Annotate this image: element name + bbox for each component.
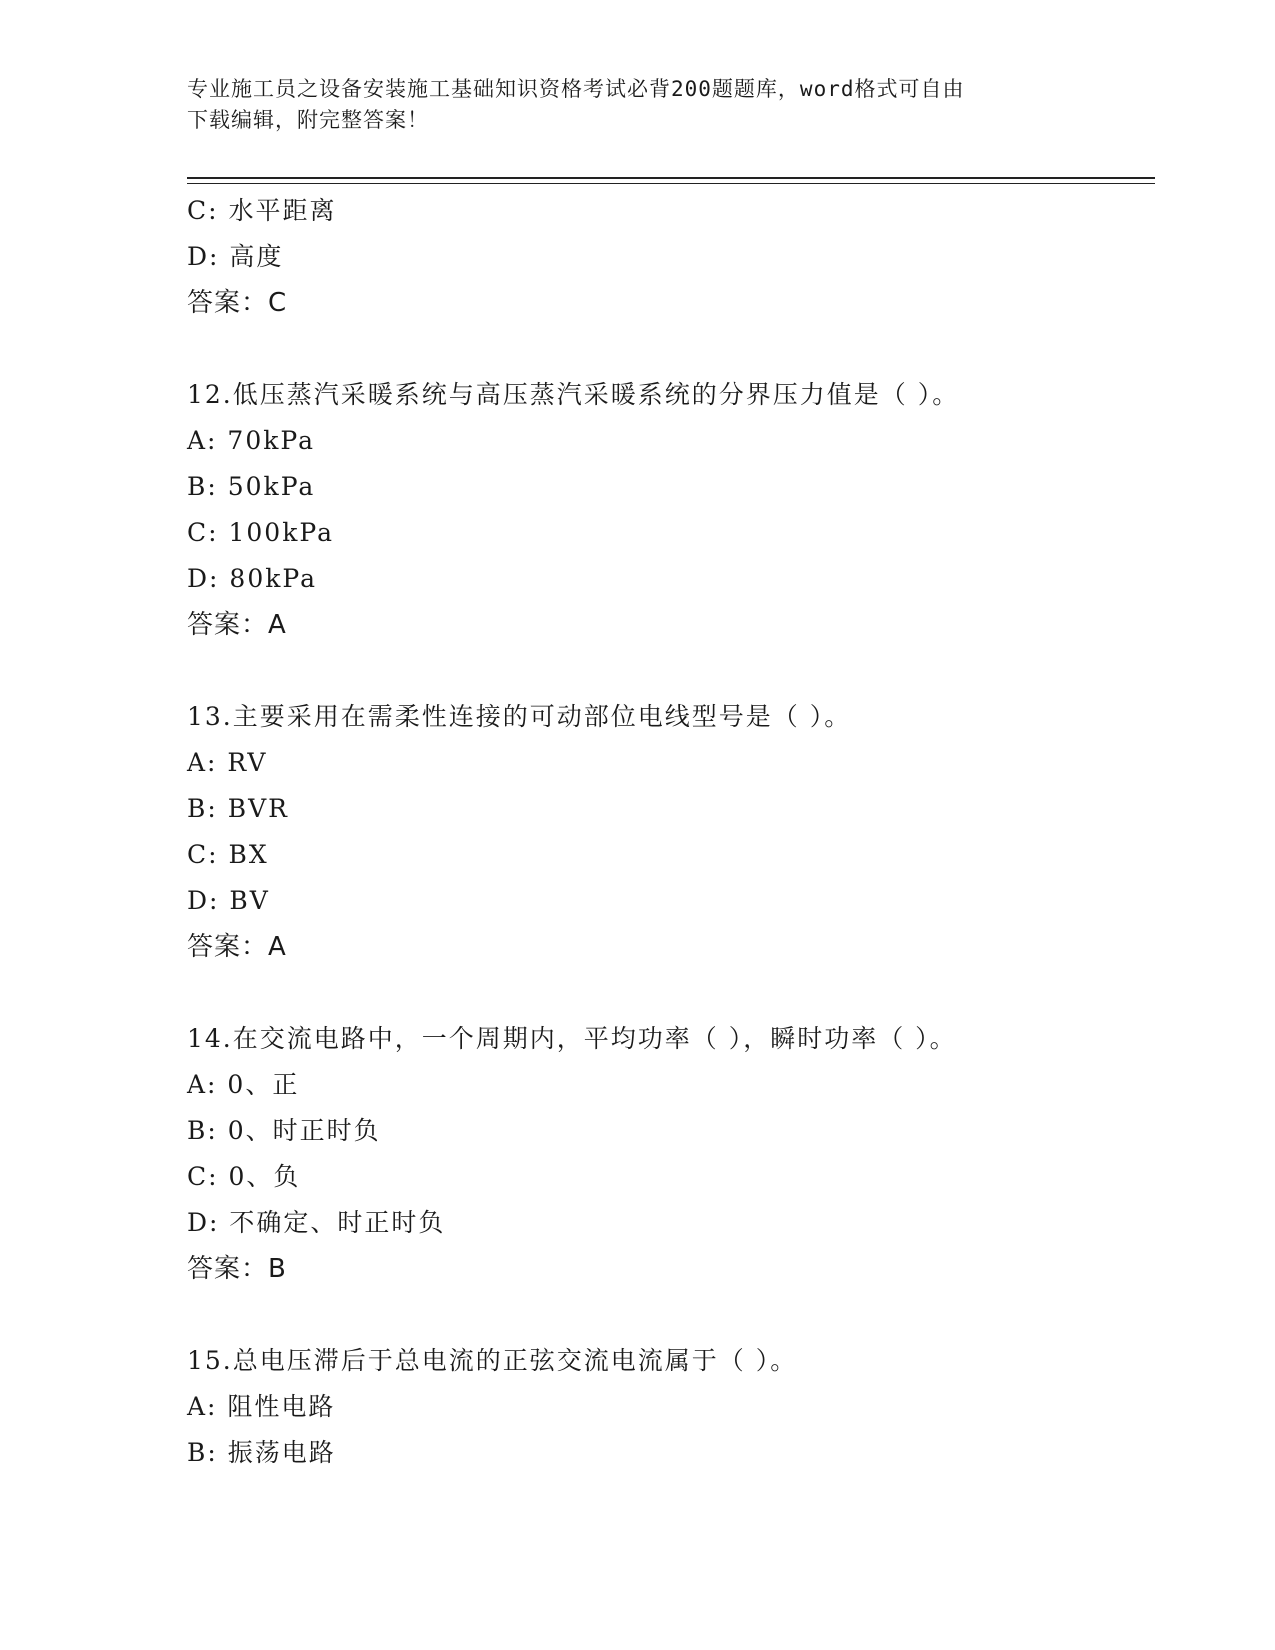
option-line: B: 振荡电路 — [187, 1438, 336, 1467]
question-stem: 14.在交流电路中，一个周期内，平均功率（ ），瞬时功率（ ）。 — [187, 1024, 957, 1053]
option-line: A: 阻性电路 — [187, 1392, 336, 1421]
answer-line: 答案：B — [187, 1254, 287, 1284]
spacer — [187, 1292, 1155, 1338]
header-divider-thin — [187, 183, 1155, 184]
option-line: D: 不确定、时正时负 — [187, 1208, 446, 1237]
spacer — [187, 326, 1155, 372]
answer-line: 答案：A — [187, 932, 287, 962]
option-line: A: 0、正 — [187, 1070, 300, 1099]
answer-line: 答案：C — [187, 288, 288, 318]
header-divider-thick — [187, 177, 1155, 179]
option-line: B: BVR — [187, 794, 289, 823]
question-stem: 15.总电压滞后于总电流的正弦交流电流属于（ ）。 — [187, 1346, 798, 1375]
answer-line: 答案：A — [187, 610, 287, 640]
option-line: D: 80kPa — [187, 564, 317, 593]
document-header — [187, 74, 1087, 136]
option-line: A: 70kPa — [187, 426, 315, 455]
question-stem: 12.低压蒸汽采暖系统与高压蒸汽采暖系统的分界压力值是（ ）。 — [187, 380, 960, 409]
option-line: D: 高度 — [187, 242, 284, 271]
header-line-1: 专业施工员之设备安装施工基础知识资格考试必背200题题库，word格式可自由 — [187, 77, 965, 101]
spacer — [187, 648, 1155, 694]
option-line: A: RV — [187, 748, 268, 777]
header-line-2: 下载编辑，附完整答案！ — [187, 108, 429, 132]
option-line: C: 0、负 — [187, 1162, 301, 1191]
option-line: C: 100kPa — [187, 518, 334, 547]
option-line: B: 0、时正时负 — [187, 1116, 381, 1145]
question-stem: 13.主要采用在需柔性连接的可动部位电线型号是（ ）。 — [187, 702, 852, 731]
option-line: D: BV — [187, 886, 270, 915]
option-line: C: BX — [187, 840, 269, 869]
option-line: C: 水平距离 — [187, 196, 337, 225]
option-line: B: 50kPa — [187, 472, 316, 501]
spacer — [187, 970, 1155, 1016]
question-list — [187, 188, 1155, 1476]
